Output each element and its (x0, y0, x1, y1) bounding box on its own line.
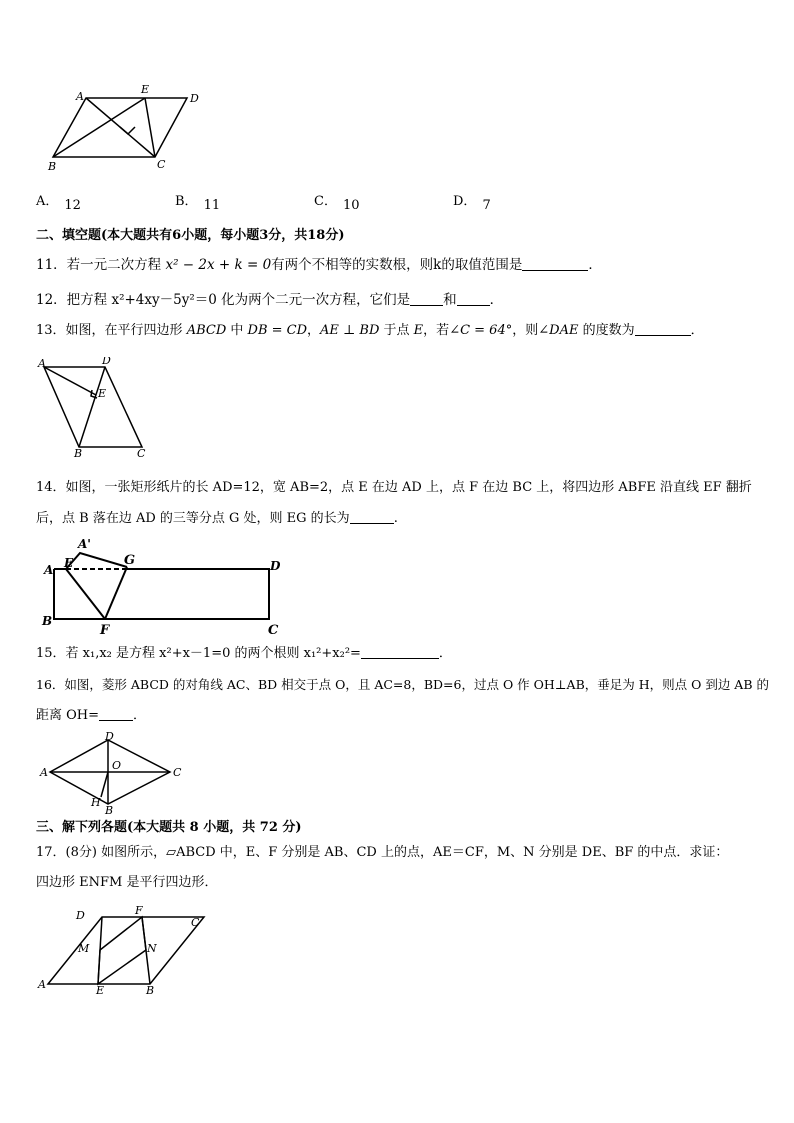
q15-end: ． (438, 646, 452, 661)
label-a: A (44, 563, 54, 577)
right-angle-mark (120, 127, 135, 134)
segment-ec (145, 98, 155, 157)
q13-end: ． (690, 323, 704, 338)
q16-line2-text: 距离 OH= (36, 708, 100, 723)
figure-q13 (34, 357, 164, 462)
question-14-line-1: 14．如图，一张矩形纸片的长 AD=12，宽 AB=2，点 E 在边 AD 上，点 F 在边 BC 上，将四边形 ABFE 沿直线 EF 翻折 (36, 480, 752, 495)
label-a: A (76, 90, 84, 103)
option-d-letter: D． (453, 194, 477, 209)
q11-post: 有两个不相等的实数根，则k的取值范围是 (271, 257, 523, 273)
q11-equation: x² − 2x + k = 0 (165, 257, 272, 273)
q15-answer-blank[interactable] (361, 644, 439, 659)
figure-q16 (36, 732, 186, 817)
figure-q14 (36, 537, 291, 637)
option-d[interactable] (453, 190, 491, 213)
label-c: C (137, 447, 146, 460)
label-e: E (96, 984, 105, 997)
q14-answer-blank[interactable] (350, 509, 394, 524)
label-a: A (40, 766, 48, 779)
q13-ae-bd: AE ⊥ BD (320, 323, 380, 338)
label-d: D (76, 909, 85, 922)
label-d: D (190, 92, 199, 105)
label-m: M (78, 942, 90, 955)
section-2-heading: 二、填空题(本大题共有6小题，每小题3分，共18分) (36, 228, 345, 243)
q13-t4: ，若 (423, 323, 450, 338)
figure-q10 (40, 82, 215, 177)
q13-angle-c: ∠C = 64° (449, 323, 513, 338)
label-b: B (74, 447, 83, 460)
q16-answer-blank[interactable] (99, 706, 133, 721)
q13-t5: ，则 (512, 323, 539, 338)
question-16-line-2 (36, 706, 146, 726)
option-b-value: 11 (203, 198, 221, 213)
option-d-value: 7 (482, 198, 491, 213)
q11-answer-blank[interactable] (522, 256, 588, 271)
question-12 (36, 290, 503, 310)
label-c: C (268, 623, 279, 637)
q13-t3: 于点 (379, 323, 414, 338)
q12-pre: 12．把方程 x²+4xy－5y²＝0 化为两个二元一次方程，它们是 (36, 292, 411, 308)
label-b: B (105, 804, 114, 817)
label-b: B (48, 160, 57, 173)
question-17-line-1: 17．(8分) 如图所示，▱ABCD 中，E、F 分别是 AB、CD 上的点，AE＝CF，M、N 分别是 DE、BF 的中点．求证： (36, 845, 729, 860)
label-c: C (173, 766, 182, 779)
segment-be (53, 98, 145, 157)
q16-end: ． (133, 708, 147, 723)
label-e: E (98, 387, 107, 400)
option-c-letter: C． (314, 194, 337, 209)
q13-t6: 的度数为 (578, 323, 635, 338)
question-16-line-1: 16．如图，菱形 ABCD 的对角线 AC、BD 相交于点 O，且 AC=8，BD=6，过点 O 作 OH⊥AB，垂足为 H，则点 O 到边 AB 的 (36, 677, 769, 692)
option-b[interactable] (175, 190, 221, 213)
option-b-letter: B． (175, 194, 198, 209)
question-13 (36, 321, 704, 341)
q12-end: ． (489, 292, 504, 308)
section-3-heading: 三、解下列各题(本大题共 8 小题，共 72 分) (36, 820, 302, 835)
q13-pre: 13．如图，在平行四边形 (36, 323, 187, 338)
q12-answer-blank-1[interactable] (410, 291, 443, 306)
option-c-value: 10 (342, 198, 360, 213)
label-g: G (124, 553, 136, 568)
label-f: F (135, 904, 143, 917)
label-a: A (38, 978, 46, 991)
question-14-line-2 (36, 509, 398, 529)
label-a: A (38, 357, 46, 370)
label-a-prime: A' (78, 537, 91, 551)
label-d: D (270, 559, 281, 573)
q14-line2-text: 后，点 B 落在边 AD 的三等分点 G 处，则 EG 的长为 (36, 511, 350, 526)
q13-answer-blank[interactable] (635, 321, 691, 336)
label-h: H (91, 796, 101, 809)
figure-q17 (36, 902, 216, 997)
q11-end: ． (588, 257, 602, 273)
label-c: C (157, 158, 166, 171)
label-d: D (102, 357, 111, 367)
label-c: C (191, 916, 200, 929)
q11-pre: 11．若一元二次方程 (36, 257, 166, 273)
label-b: B (146, 984, 155, 997)
option-a-letter: A． (36, 194, 59, 209)
option-c[interactable] (314, 190, 360, 213)
q13-db-cd: DB = CD (247, 323, 308, 338)
label-e: E (64, 556, 74, 570)
question-11 (36, 255, 602, 275)
label-e: E (141, 83, 150, 96)
q13-e: E (413, 323, 424, 338)
label-f: F (100, 623, 110, 637)
label-o: O (112, 759, 122, 772)
q13-angle-dae: ∠DAE (538, 323, 579, 338)
label-d: D (105, 732, 114, 743)
label-b: B (42, 614, 53, 628)
q12-mid: 和 (443, 292, 457, 308)
q14-end: . (393, 511, 398, 526)
q13-abcd: ABCD (186, 323, 227, 338)
option-a[interactable] (36, 190, 81, 213)
q15-pre: 15．若 x₁,x₂ 是方程 x²+x－1=0 的两个根则 x₁²+x₂²= (36, 646, 361, 661)
option-a-value: 12 (64, 198, 81, 213)
q13-t2: ， (307, 323, 321, 338)
label-n: N (147, 942, 157, 955)
q12-answer-blank-2[interactable] (457, 291, 490, 306)
question-17-line-2: 四边形 ENFM 是平行四边形． (36, 875, 218, 890)
question-15 (36, 644, 452, 664)
q13-t1: 中 (226, 323, 248, 338)
